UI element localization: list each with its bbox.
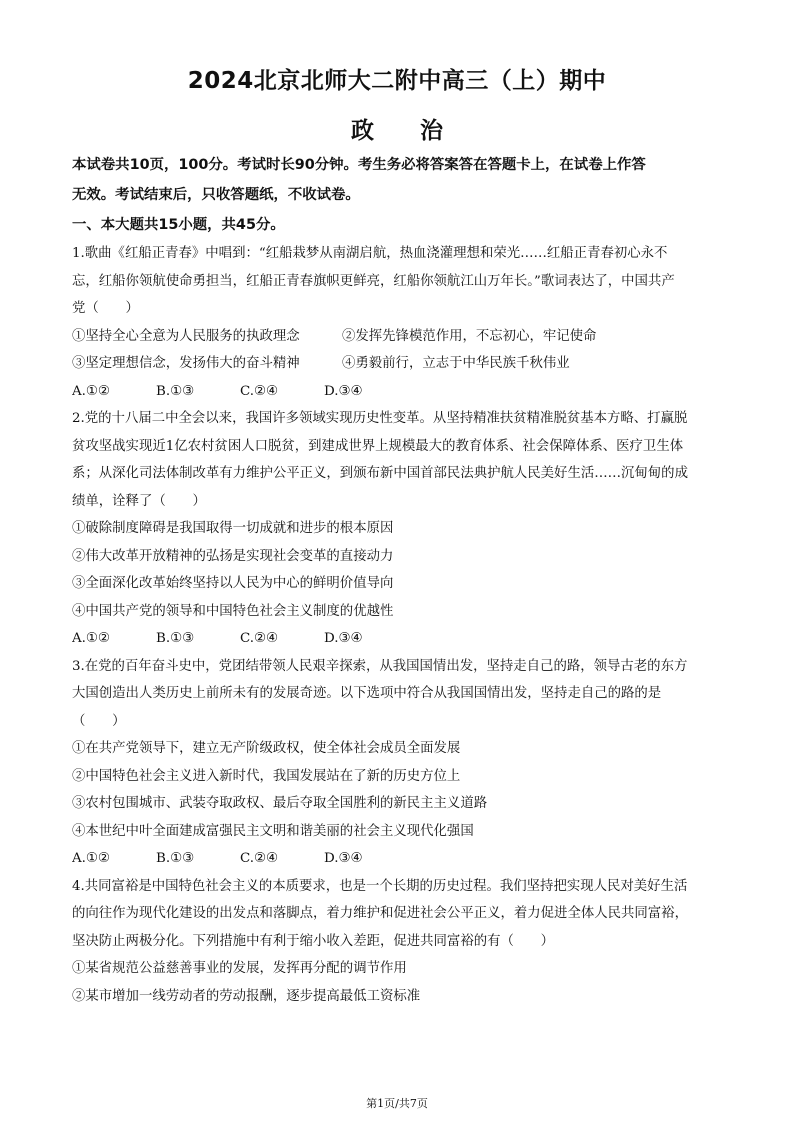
option-b: B.①③ bbox=[156, 631, 195, 646]
question-stem-line: 的向往作为现代化建设的出发点和落脚点，着力维护和促进社会公平正义，着力促进全体人民共同富裕， bbox=[72, 906, 688, 921]
option-d: D.③④ bbox=[324, 383, 363, 399]
statement: ①某省规范公益慈善事业的发展，发挥再分配的调节作用 bbox=[72, 961, 407, 976]
option-b: B.①③ bbox=[156, 851, 195, 866]
statement: ③农村包围城市、武装夺取政权、最后夺取全国胜利的新民主主义道路 bbox=[72, 796, 488, 811]
option-d: D.③④ bbox=[324, 851, 363, 866]
statement: ①在共产党领导下，建立无产阶级政权，使全体社会成员全面发展 bbox=[72, 741, 461, 756]
statement: ④勇毅前行，立志于中华民族千秋伟业 bbox=[342, 356, 570, 371]
question-2 bbox=[72, 405, 722, 653]
question-stem-line: 坚决防止两极分化。下列措施中有利于缩小收入差距，促进共同富裕的有（ ） bbox=[72, 933, 555, 949]
question-stem-line: 党（ ） bbox=[72, 301, 139, 316]
instructions-line: 本试卷共10页，100分。考试时长90分钟。考生务必将答案答在答题卡上，在试卷上作答 bbox=[72, 157, 646, 173]
section-heading: 一、本大题共15小题，共45分。 bbox=[72, 217, 285, 233]
option-a: A.①② bbox=[72, 383, 110, 399]
option-c: C.②④ bbox=[240, 383, 279, 399]
statement: ②某市增加一线劳动者的劳动报酬，逐步提高最低工资标准 bbox=[72, 988, 421, 1004]
question-stem-line: 3.在党的百年奋斗史中，党团结带领人民艰辛探索，从我国国情出发，坚持走自己的路，领导古老的东方 bbox=[72, 658, 688, 674]
question-stem-line: 系；从深化司法体制改革有力维护公平正义，到颁布新中国首部民法典护航人民美好生活……沉甸甸的成 bbox=[72, 466, 688, 481]
option-a: A.①② bbox=[72, 631, 110, 646]
question-stem-line: 贫攻坚战实现近1亿农村贫困人口脱贫，到建成世界上规模最大的教育体系、社会保障体系、医疗卫生体 bbox=[72, 438, 684, 454]
statement: ②发挥先锋模范作用，不忘初心，牢记使命 bbox=[342, 328, 597, 344]
statement: ③坚定理想信念，发扬伟大的奋斗精神 bbox=[72, 356, 300, 371]
answer-options bbox=[72, 625, 722, 653]
statement: ①破除制度障碍是我国取得一切成就和进步的根本原因 bbox=[72, 521, 394, 536]
statement-row bbox=[72, 350, 722, 378]
option-a: A.①② bbox=[72, 851, 110, 866]
statement: ①坚持全心全意为人民服务的执政理念 bbox=[72, 328, 300, 344]
option-b: B.①③ bbox=[156, 383, 195, 399]
statement: ③全面深化改革始终坚持以人民为中心的鲜明价值导向 bbox=[72, 576, 394, 591]
statement: ④中国共产党的领导和中国特色社会主义制度的优越性 bbox=[72, 603, 394, 619]
option-d: D.③④ bbox=[324, 631, 363, 646]
question-stem-line: 4.共同富裕是中国特色社会主义的本质要求，也是一个长期的历史过程。我们坚持把实现人民对美好生活 bbox=[72, 878, 688, 894]
subject-char: 治 bbox=[420, 118, 443, 144]
question-stem-line: 绩单，诠释了（ ） bbox=[72, 493, 206, 509]
statement-row bbox=[72, 323, 722, 351]
question-4 bbox=[72, 873, 722, 1011]
question-stem-line: 大国创造出人类历史上前所未有的发展奇迹。以下选项中符合从我国国情出发，坚持走自己的路的是 bbox=[72, 686, 662, 701]
option-c: C.②④ bbox=[240, 851, 279, 866]
statement: ④本世纪中叶全面建成富强民主文明和谐美丽的社会主义现代化强国 bbox=[72, 823, 474, 839]
statement: ②中国特色社会主义进入新时代，我国发展站在了新的历史方位上 bbox=[72, 768, 461, 784]
statement: ②伟大改革开放精神的弘扬是实现社会变革的直接动力 bbox=[72, 548, 394, 564]
instructions-line: 无效。考试结束后，只收答题纸，不收试卷。 bbox=[72, 187, 360, 203]
question-stem-line: 忘，红船你领航使命勇担当，红船正青春旗帜更鲜亮，红船你领航江山万年长。”歌词表达了，中国共产 bbox=[72, 273, 675, 289]
question-stem-line: 1.歌曲《红船正青春》中唱到：“红船栽梦从南湖启航，热血浇灌理想和荣光……红船正青春初心永不 bbox=[72, 246, 668, 261]
answer-options bbox=[72, 378, 722, 406]
question-stem-line: 2.党的十八届二中全会以来，我国许多领域实现历史性变革。从坚持精准扶贫精准脱贫基本方略、打赢脱 bbox=[72, 411, 688, 426]
question-stem-line: （ ） bbox=[72, 713, 126, 729]
question-3 bbox=[72, 653, 722, 873]
answer-options bbox=[72, 845, 722, 873]
option-c: C.②④ bbox=[240, 631, 279, 646]
subject-char: 政 bbox=[351, 118, 374, 144]
question-1 bbox=[72, 240, 722, 405]
page-footer: 第1页/共7页 bbox=[366, 1097, 428, 1110]
subject-title bbox=[0, 112, 794, 145]
exam-title: 2024北京北师大二附中高三（上）期中 bbox=[187, 68, 607, 94]
exam-content bbox=[72, 150, 722, 1010]
